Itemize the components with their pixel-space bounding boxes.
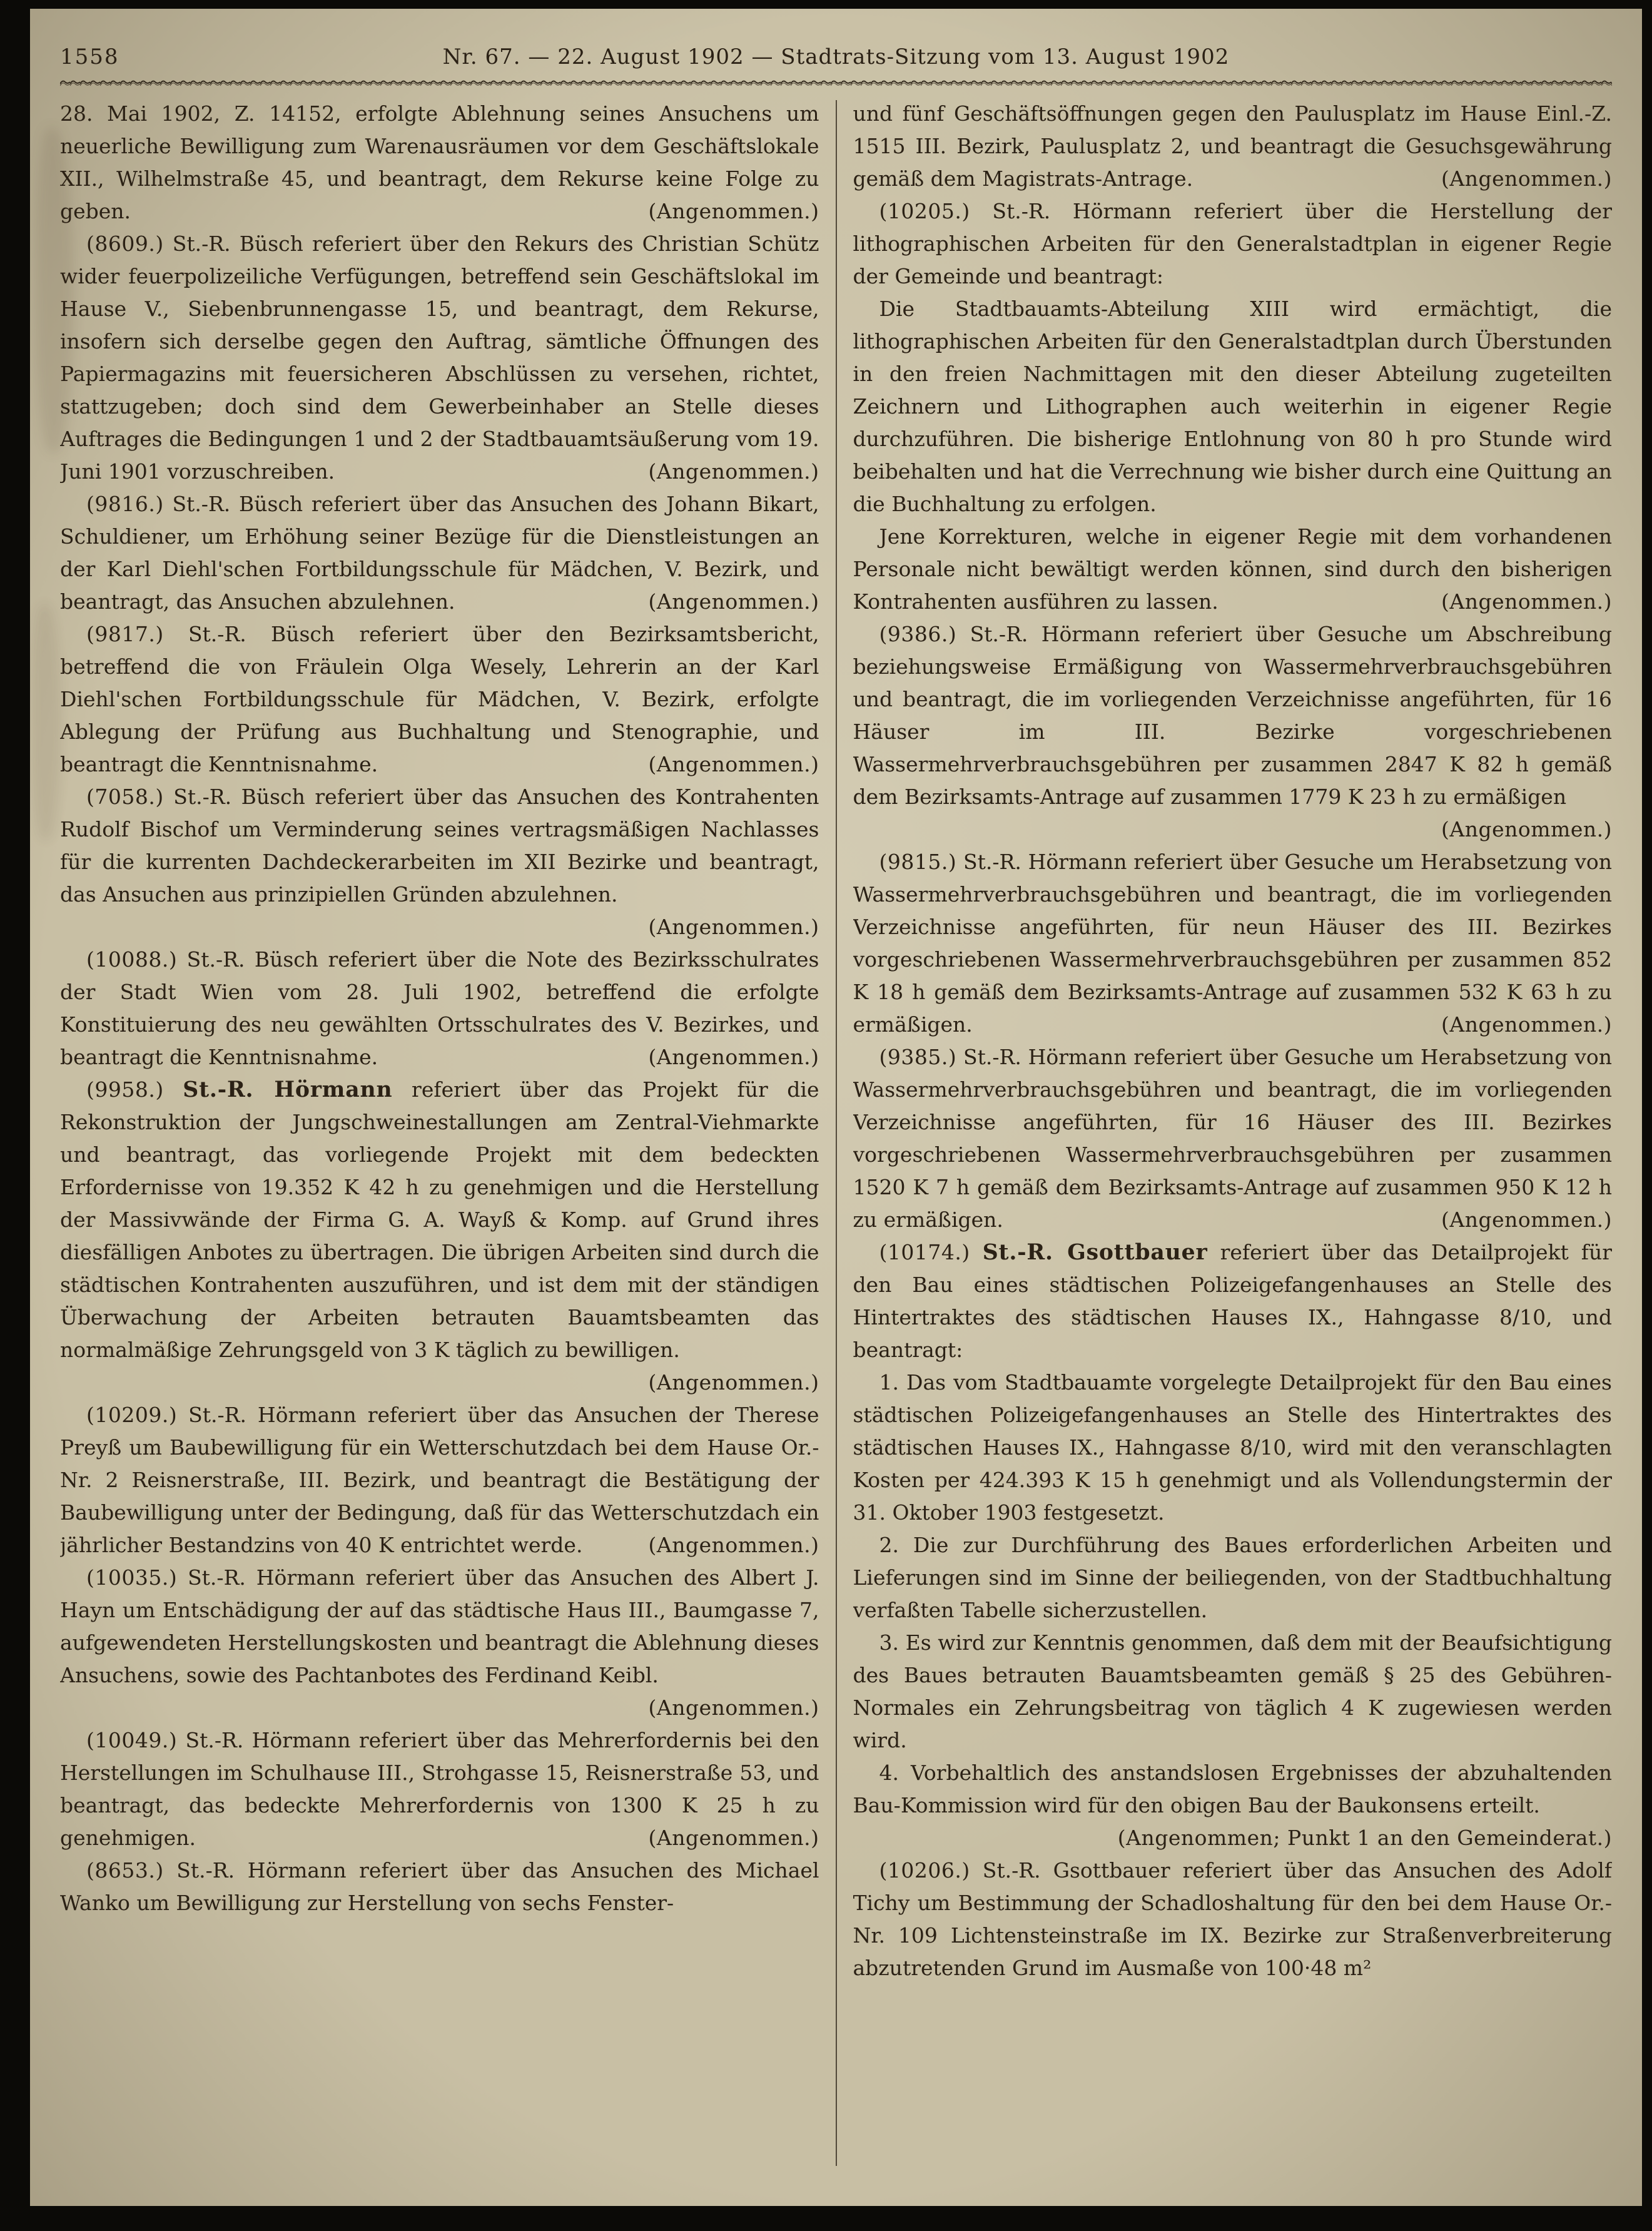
paragraph-text: referiert über Gesuche um Herabsetzung von Wassermehrverbrauchsgebühren und beantragt, die im vorliegenden Verzeichnisse angeführten, für neun Häuser des III. Bezirkes vorgeschriebenen Wassermehrverbrauchsgebühren per zusammen 852 K 18 h gemäß dem Bezirksamts-Antrage auf zusammen 532 K 63 h zu ermäßigen.: [853, 850, 1612, 1037]
speaker-name: St.-R. Büsch: [188, 622, 335, 646]
right-column: [853, 98, 1613, 2166]
paragraph-text: 3. Es wird zur Kenntnis genommen, daß dem mit der Beaufsichtigung des Baues betrauten Bauamtsbeamten gemäß § 25 des Gebühren-Normales ein Zehrungsbeitrag von täglich 4 K zugewiesen werden wird.: [853, 1630, 1612, 1752]
paragraph: [60, 488, 819, 618]
speaker-name: St.-R. Büsch: [186, 947, 319, 972]
paragraph: [60, 1562, 819, 1724]
item-number: (8609.): [86, 231, 164, 256]
item-number: (10035.): [86, 1565, 178, 1590]
paragraph: [853, 1627, 1613, 1757]
paragraph-text: referiert über das Ansuchen des Kontrahenten Rudolf Bischof um Verminderung seines vertragsmäßigen Nachlasses für die kurrenten Dachdeckerarbeiten im XII Bezirke und beantragt, das Ansuchen aus prinzipiellen Gründen abzulehnen.: [60, 785, 819, 907]
resolution-note: (Angenommen.): [648, 1695, 819, 1720]
document-page: [30, 9, 1642, 2206]
resolution-note: (Angenommen; Punkt 1 an den Gemeinderat.): [1117, 1826, 1612, 1850]
resolution-note: (Angenommen.): [1441, 817, 1612, 841]
left-column: [60, 98, 819, 2166]
paragraph: [853, 1529, 1613, 1627]
paragraph: [60, 1724, 819, 1854]
resolution-note: (Angenommen.): [648, 589, 819, 614]
paragraph-text: referiert über das Ansuchen des Adolf Tichy um Bestimmung der Schadloshaltung für den bei dem Hause Or.-Nr. 109 Lichtensteinstraße im IX. Bezirke zur Straßenverbreiterung abzutretenden Grund im Ausmaße von 100·48 m²: [853, 1858, 1612, 1980]
paragraph: [60, 943, 819, 1074]
speaker-name: St.-R. Büsch: [172, 231, 303, 256]
paragraph: [853, 1366, 1613, 1529]
paragraph: [60, 1074, 819, 1399]
ink-bleed-stain: [33, 603, 61, 841]
item-number: (10205.): [879, 199, 970, 223]
item-number: (10206.): [879, 1858, 970, 1883]
paragraph: [853, 846, 1613, 1041]
paragraph-text: Jene Korrekturen, welche in eigener Regie mit dem vorhandenen Personale nicht bewältigt werden können, sind durch den bisherigen Kontrahenten ausführen zu lassen.: [853, 524, 1612, 614]
speaker-name: St.-R. Hörmann: [963, 850, 1127, 874]
resolution-note: (Angenommen.): [1441, 166, 1612, 191]
paragraph-text: 4. Vorbehaltlich des anstandslosen Ergebnisses der abzuhaltenden Bau-Kommission wird für den obigen Bau der Baukonsens erteilt.: [853, 1761, 1612, 1817]
speaker-name: St.-R. Büsch: [173, 785, 305, 809]
speaker-name: St.-R. Hörmann: [970, 622, 1140, 646]
paragraph-text: referiert über Gesuche um Abschreibung beziehungsweise Ermäßigung von Wassermehrverbrauchsgebühren und beantragt, die im vorliegenden Verzeichnisse angeführten, für 16 Häuser im III. Bezirke vorgeschriebenen Wassermehrverbrauchsgebühren per zusammen 2847 K 82 h gemäß dem Bezirksamts-Antrage auf zusammen 1779 K 23 h zu ermäßigen: [853, 622, 1612, 809]
paragraph-text: referiert über das Ansuchen des Johann Bikart, Schuldiener, um Erhöhung seiner Bezüge für die Dienstleistungen an der Karl Diehl'schen Fortbildungsschule für Mädchen, V. Bezirk, und beantragt, das Ansuchen abzulehnen.: [60, 492, 819, 614]
paragraph-text: und fünf Geschäftsöffnungen gegen den Paulusplatz im Hause Einl.-Z. 1515 III. Bezirk, Paulusplatz 2, und beantragt die Gesuchsgewährung gemäß dem Magistrats-Antrage.: [853, 101, 1612, 191]
paragraph: [853, 293, 1613, 521]
resolution-note: (Angenommen.): [1441, 1207, 1612, 1232]
item-number: (10174.): [879, 1240, 970, 1264]
paragraph: [853, 521, 1613, 618]
speaker-name: St.-R. Gsottbauer: [982, 1858, 1170, 1883]
paragraph-text: referiert über das Ansuchen des Albert J. Hayn um Entschädigung der auf das städtische Haus III., Baumgasse 7, aufgewendeten Herstellungskosten und beantragt die Ablehnung dieses Ansuchens, sowie des Pachtanbotes des Ferdinand Keibl.: [60, 1565, 819, 1687]
paragraph: [60, 618, 819, 781]
item-number: (9816.): [86, 492, 164, 516]
item-number: (9815.): [879, 850, 957, 874]
item-number: (10209.): [86, 1403, 178, 1427]
resolution-note: (Angenommen.): [1441, 589, 1612, 614]
page-header: [60, 39, 1612, 75]
paragraph-text: referiert über den Bezirksamtsbericht, betreffend die von Fräulein Olga Wesely, Lehrerin an der Karl Diehl'schen Fortbildungsschule für Mädchen, V. Bezirk, erfolgte Ablegung der Prüfung aus Buchhaltung und Stenographie, und beantragt die Kenntnisnahme.: [60, 622, 819, 776]
speaker-name: St.-R. Hörmann: [188, 1565, 355, 1590]
wavy-rule-graphic: [60, 79, 1612, 86]
paragraph: [60, 781, 819, 943]
speaker-name: St.-R. Hörmann: [176, 1858, 347, 1883]
paragraph-text: 1. Das vom Stadtbauamte vorgelegte Detailprojekt für den Bau eines städtischen Polizeigefangenhauses an Stelle des Hintertraktes des städtischen Hauses IX., Hahngasse 8/10, wird mit den veranschlagten Kosten per 424.393 K 15 h genehmigt und als Vollendungstermin der 31. Oktober 1903 festgesetzt.: [853, 1370, 1612, 1525]
column-divider: [836, 100, 837, 2166]
paragraph-text: Die Stadtbauamts-Abteilung XIII wird ermächtigt, die lithographischen Arbeiten für den Generalstadtplan durch Überstunden in den freien Nachmittagen mit den dieser Abteilung zugeteilten Zeichnern und Lithographen auch weiterhin in eigener Regie durchzuführen. Die bisherige Entlohnung von 80 h pro Stunde wird beibehalten und hat die Verrechnung wie bisher durch eine Quittung an die Buchhaltung zu erfolgen.: [853, 297, 1612, 516]
speaker-name: St.-R. Büsch: [172, 492, 303, 516]
header-title: Nr. 67. — 22. August 1902 — Stadtrats-Sitzung vom 13. August 1902: [442, 44, 1230, 69]
paragraph-text: referiert über die Note des Bezirksschulrates der Stadt Wien vom 28. Juli 1902, betreffend die erfolgte Konstituierung des neu gewählten Ortsschulrates des V. Bezirkes, und beantragt die Kenntnisnahme.: [60, 947, 819, 1069]
speaker-name: St.-R. Hörmann: [992, 199, 1172, 223]
item-number: (9385.): [879, 1045, 957, 1069]
resolution-note: (Angenommen.): [648, 199, 819, 223]
paragraph-text: 2. Die zur Durchführung des Baues erforderlichen Arbeiten und Lieferungen sind im Sinne der beiliegenden, von der Stadtbuchhaltung verfaßten Tabelle sicherzustellen.: [853, 1533, 1612, 1622]
paragraph-text: 28. Mai 1902, Z. 14152, erfolgte Ablehnung seines Ansuchens um neuerliche Bewilligung zum Warenausräumen vor dem Geschäftslokale XII., Wilhelmstraße 45, und beantragt, dem Rekurse keine Folge zu geben.: [60, 101, 819, 223]
speaker-name: St.-R. Hörmann: [963, 1045, 1127, 1069]
item-number: (10088.): [86, 947, 178, 972]
paragraph: [853, 1236, 1613, 1366]
item-number: (8653.): [86, 1858, 164, 1883]
paragraph: [853, 618, 1613, 846]
item-number: (9386.): [879, 622, 957, 646]
page-number: 1558: [60, 44, 119, 69]
item-number: (9958.): [86, 1077, 164, 1102]
paragraph: [853, 1757, 1613, 1854]
paragraph: [60, 1854, 819, 1919]
resolution-note: (Angenommen.): [648, 915, 819, 939]
text-columns: [60, 98, 1612, 2166]
resolution-note: (Angenommen.): [1441, 1012, 1612, 1037]
paragraph-text: referiert über den Rekurs des Christian Schütz wider feuerpolizeiliche Verfügungen, betreffend sein Geschäftslokal im Hause V., Siebenbrunnengasse 15, und beantragt, dem Rekurse, insofern sich derselbe gegen den Auftrag, sämtliche Öffnungen des Papiermagazins mit feuersicheren Abschlüssen zu versehen, richtet, stattzugeben; doch sind dem Gewerbeinhaber an Stelle dieses Auftrages die Bedingungen 1 und 2 der Stadtbauamtsäußerung vom 19. Juni 1901 vorzuschreiben.: [60, 231, 819, 484]
resolution-note: (Angenommen.): [648, 459, 819, 484]
paragraph: [853, 1854, 1613, 1985]
resolution-note: (Angenommen.): [648, 752, 819, 776]
paragraph-text: referiert über das Ansuchen der Therese Preyß um Baubewilligung für ein Wetterschutzdach bei dem Hause Or.-Nr. 2 Reisnerstraße, III. Bezirk, und beantragt die Bestätigung der Baubewilligung unter der Bedingung, daß für das Wetterschutzdach ein jährlicher Bestandzins von 40 K entrichtet werde.: [60, 1403, 819, 1557]
paragraph-text: referiert über Gesuche um Herabsetzung von Wassermehrverbrauchsgebühren und beantragt, die im vorliegenden Verzeichnisse angeführten, für 16 Häuser des III. Bezirkes vorgeschriebenen Wassermehrverbrauchsgebühren per zusammen 1520 K 7 h gemäß dem Bezirksamts-Antrage auf zusammen 950 K 12 h zu ermäßigen.: [853, 1045, 1612, 1232]
paragraph: [60, 1399, 819, 1562]
speaker-name: St.-R. Hörmann: [188, 1403, 357, 1427]
resolution-note: (Angenommen.): [648, 1370, 819, 1395]
speaker-name: St.-R. Gsottbauer: [982, 1239, 1208, 1265]
paragraph: [853, 195, 1613, 293]
item-number: (9817.): [86, 622, 164, 646]
paragraph-text: referiert über die Herstellung der lithographischen Arbeiten für den Generalstadtplan in eigener Regie der Gemeinde und beantragt:: [853, 199, 1612, 288]
resolution-note: (Angenommen.): [648, 1533, 819, 1557]
paragraph: [853, 98, 1613, 195]
speaker-name: St.-R. Hörmann: [185, 1728, 351, 1752]
header-rule: [60, 79, 1612, 86]
speaker-name: St.-R. Hörmann: [183, 1077, 393, 1102]
paragraph: [853, 1041, 1613, 1236]
paragraph-text: referiert über das Ansuchen des Michael Wanko um Bewilligung zur Herstellung von sechs Fenster-: [60, 1858, 819, 1915]
item-number: (7058.): [86, 785, 164, 809]
item-number: (10049.): [86, 1728, 178, 1752]
paragraph-text: referiert über das Projekt für die Rekonstruktion der Jungschweinestallungen am Zentral-Viehmarkte und beantragt, das vorliegende Projekt mit dem bedeckten Erfordernisse von 19.352 K 42 h zu genehmigen und die Herstellung der Massivwände der Firma G. A. Wayß & Komp. auf Grund ihres diesfälligen Anbotes zu übertragen. Die übrigen Arbeiten sind durch die städtischen Kontrahenten auszuführen, und ist dem mit der ständigen Überwachung der Arbeiten betrauten Bauamtsbeamten das normalmäßige Zehrungsgeld von 3 K täglich zu bewilligen.: [60, 1077, 819, 1362]
paragraph: [60, 228, 819, 488]
paragraph-text: referiert über das Mehrerfordernis bei den Herstellungen im Schulhause III., Strohgasse 15, Reisnerstraße 53, und beantragt, das bedeckte Mehrerfordernis von 1300 K 25 h zu genehmigen.: [60, 1728, 819, 1850]
resolution-note: (Angenommen.): [648, 1045, 819, 1069]
resolution-note: (Angenommen.): [648, 1826, 819, 1850]
paragraph-text: referiert über das Detailprojekt für den Bau eines städtischen Polizeigefangenhauses an Stelle des Hintertraktes des städtischen Hauses IX., Hahngasse 8/10, und beantragt:: [853, 1240, 1612, 1362]
paragraph: [60, 98, 819, 228]
